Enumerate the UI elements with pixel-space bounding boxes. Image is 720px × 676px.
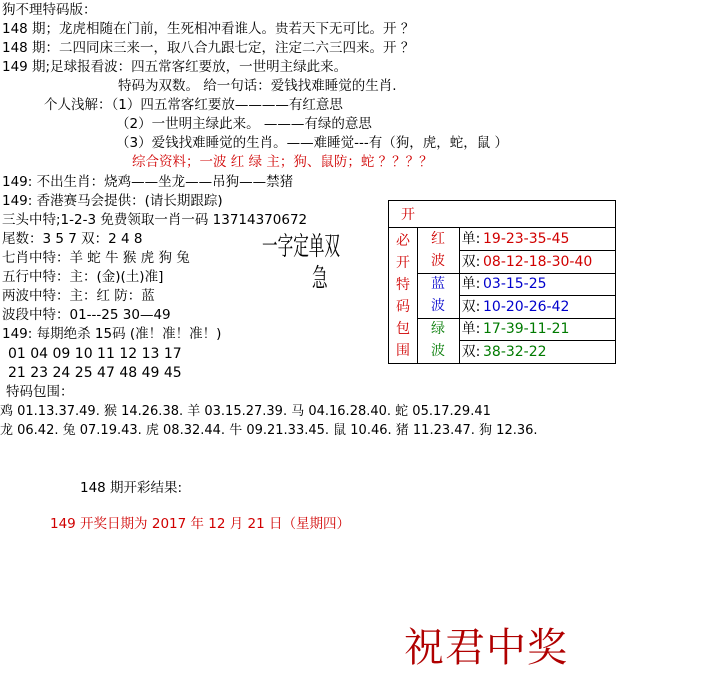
number-row-2: 21 23 24 25 47 48 49 45 — [8, 365, 182, 381]
line-wuxing: 五行中特：主：(金)(土)准] — [2, 269, 164, 285]
table-row — [459, 318, 615, 341]
line-jj3: （3）爱钱找难睡觉的生肖。——难睡觉---有（狗，虎，蛇，鼠 ） — [116, 135, 508, 151]
line-baowei: 特码包围： — [6, 384, 74, 400]
handwriting-line-1: 一字定单双 — [262, 232, 341, 262]
table-row — [459, 296, 615, 318]
group-green-name: 绿波 — [431, 321, 445, 359]
line-weishu: 尾数：3 5 7 双：2 4 8 — [2, 231, 143, 247]
row-value: 03-15-25 — [483, 276, 547, 292]
row-value: 19-23-35-45 — [483, 231, 570, 247]
blessing-text: 祝君中奖 — [404, 625, 568, 671]
row-value: 08-12-18-30-40 — [483, 254, 593, 270]
line-santou: 三头中特;1-2-3 免费领取一肖一码 13714370672 — [2, 212, 308, 228]
row-value: 17-39-11-21 — [483, 321, 570, 337]
group-blue-name: 蓝波 — [431, 276, 445, 314]
row-label: 双: — [461, 299, 481, 315]
group-red-name: 红波 — [431, 231, 445, 269]
result-label: 148 期开彩结果: — [80, 480, 183, 496]
table-row — [459, 341, 615, 363]
line-tema: 特码为双数。 给一句话：爱钱找难睡觉的生肖. — [118, 78, 397, 94]
row-value: 38-32-22 — [483, 344, 547, 360]
line-qixiao: 七肖中特：羊 蛇 牛 猴 虎 狗 兔 — [2, 250, 190, 266]
prediction-table — [388, 200, 616, 364]
side-label: 必开特码包围 — [396, 233, 410, 359]
number-row-1: 01 04 09 10 11 12 13 17 — [8, 346, 182, 362]
line-149: 149 期;足球报看波：四五常客红要放，一世明主绿此来。 — [2, 59, 348, 75]
table-row — [459, 228, 615, 251]
side-label-column — [389, 228, 418, 363]
line-jj2: （2）一世明主绿此来。 ———有绿的意思 — [116, 116, 372, 132]
line-jj1: 个人浅解：（1）四五常客红要放————有红意思 — [44, 97, 343, 113]
line-xianggang: 149: 香港赛马会提供：(请长期跟踪) — [2, 193, 223, 209]
zodiac-row-2: 龙 06.42. 兔 07.19.43. 虎 08.32.44. 牛 09.21.33.45. 鼠 10.46. 猪 11.23.47. 狗 12.36. — [0, 423, 538, 438]
row-label: 双: — [461, 254, 481, 270]
table-header-label: 开 — [401, 207, 415, 223]
table-row — [459, 251, 615, 273]
line-148-b: 148 期：二四同床三来一，取八合九跟七定，注定二六三四来。开 ？ — [2, 40, 415, 56]
line-148-a: 148 期；龙虎相随在门前，生死相冲看谁人。贵若天下无可比。开 ？ — [2, 21, 415, 37]
draw-date: 149 开奖日期为 2017 年 12 月 21 日（星期四） — [50, 516, 351, 532]
zodiac-row-1: 鸡 01.13.37.49. 猴 14.26.38. 羊 03.15.27.39. 马 04.16.28.40. 蛇 05.17.29.41 — [0, 404, 491, 419]
row-label: 单: — [461, 231, 481, 247]
line-zonghe: 综合资料；一波 红 绿 主；狗、鼠防；蛇 ？？？？ — [132, 154, 433, 170]
table-row — [459, 273, 615, 296]
row-label: 单: — [461, 321, 481, 337]
handwriting-line-2: 急 — [312, 264, 328, 294]
row-label: 单: — [461, 276, 481, 292]
line-jueshai: 149: 每期绝杀 15码 (准！准！准！) — [2, 326, 222, 342]
line-boduan: 波段中特：01---25 30—49 — [2, 307, 171, 323]
row-label: 双: — [461, 344, 481, 360]
row-value: 10-20-26-42 — [483, 299, 570, 315]
table-header — [389, 201, 615, 228]
group-column — [418, 228, 458, 363]
line-buchu: 149: 不出生肖：烧鸡——坐龙——吊狗——禁猪 — [2, 174, 294, 190]
page-title: 狗不理特码版： — [2, 2, 97, 18]
line-liangbo: 两波中特：主：红 防：蓝 — [2, 288, 155, 304]
